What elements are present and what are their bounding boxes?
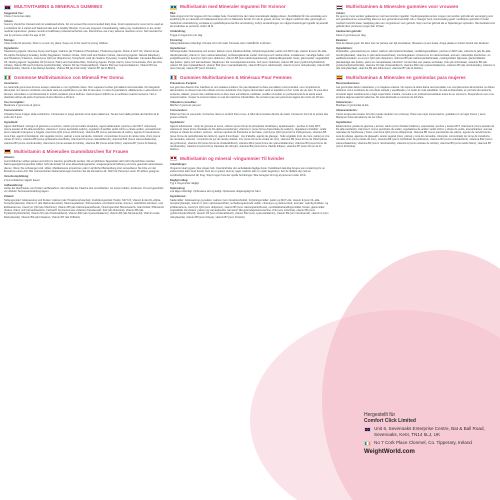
section-title-text: Multivitamin & Mineralien Gummibärchen für Frauen <box>14 148 129 154</box>
paragraph-heading: Ingredientes: <box>336 121 353 125</box>
paragraph-text: Chiudere bene il tappo della confezione. Conservare in luogo asciutto ed al riparo dalla luce. Tenere fuori dalla portata dei bambini al di sotto dei 3 anni. <box>4 112 159 120</box>
section-nl <box>336 4 496 71</box>
paragraph-heading: Bewaren: <box>336 38 348 42</box>
paragraph-text: Gelé-vingummin bör tuggas och inte sväljas hela. Överskrid inte den rekommenderade dagliga dosen. Kosttillskott får inte användas som ersättning för en varierad och balanserad kost och en hälsosam livsstil. Om du är gravid, ammar, tar några mediciner eller genomgår en medicinsk undersökning, kontakta en sjukvårdspersonal före användning. Avbryt användningen om några biverkningar uppstår. Ej avsedd att användas av personer under 18 år. <box>170 14 328 29</box>
ie-address: No 7 Cork Place Clonmel, Co. Tipperary, Ireland <box>374 440 472 446</box>
paragraph-text: Gummibärchen sollten gekaut und nicht im Ganzen geschluckt werden. Die empfohlene Tagesdosis darf nicht überschritten werden. Nahrungsergänzungsmittel sollten nicht als Ersatz für eine abwechslungsreiche, ausgewogene Ernährung und eine gesunde Lebensweise dienen. Wenn Sie schwanger sind, stillen, Medikamente einnehmen oder in ärztlicher Behandlung sind, konsultieren Sie bitte vor der Einnahme einen Arzt. Bei unerwünschten Nebenwirkungen brechen Sie die Einnahme ab. Nicht für Personen unter 18 Jahren geeignet. <box>4 159 163 174</box>
paragraph-heading: Utilisation conseillée: <box>170 100 197 104</box>
section-title-text: MULTIVITAMINS & MINERALS GUMMIES <box>14 4 103 9</box>
paragraph-heading: Recomendaciones: <box>336 82 360 86</box>
paragraph-heading: Anbefalinger: <box>170 163 187 167</box>
section-paragraph <box>336 39 496 46</box>
paragraph-text: Chew 2 Gummies daily. <box>4 14 32 18</box>
paragraph-heading: Ingredienser: <box>170 195 187 199</box>
paragraph-heading: Aanbevolen gebruik: <box>336 30 362 34</box>
section-title-text: Multivitamin med Mineraler Ingummi för Kvinnor <box>180 4 286 9</box>
paragraph-text: Sweetening Agents: Glucose Syrup and Sugar, Calcium (as Tricalcium Phosphate), Thickening Agents: Pectin & HCT Oil, Vitamin E (as DL-Alpha-Tocopheryl Acetate), Acidity Regulators: Sodium Citrate, Citric Acid and Sodium Citrate, Flavouring Agents: Natural Raspberry and Strawberry Flavours, Coenzyme Q10 (as Ubiquinone), Tocopherol, Acid (as Sodium Pyruvate), Coating Materials: Carnauba Beeswax Oil, Glazing Agents: Vegetable Oil (Coconut, Palm) and Carnauba Wax, Colouring Agents: Purple Carrot, Juice Concentrate, Zinc (as Zinc Citrate), Vitamin B6 (as Pyridoxine Hydrochloride), Vitamin D3 (as Cholecalciferol), Vitamin B12 (as Cyanocobalamin), Vitamin B3 (as Nicotinamide), Vitamin A (as Retinyl Acetate), Vitamin B9 (as Folic Acid), Vitamin B7 (as D-Biotin). <box>4 50 163 71</box>
paragraph-text: Agents édulcorants : sirop de glucose et sucre, calcium (sous forme de phosphate tricalcique), épaississants : pectine et huile MCT, vitamine E (sous forme d'acétate de DL-alpha-tocophéryle), vitamine C (sous forme d'ascorbate de sodium), régulateurs d'acidité : acide citrique et citrate de sodium, arômes : arômes naturels de framboise et de fraise, coenzyme Q10 (sous forme d'ubiquinone), vitamine B5 (sous forme de pantothénate de calcium), agent d'enrobage : cire d'abeille, agents de glaçage : huile végétale (noix de coco, palme) et cire de carnauba, colorant : concentré de jus de carotte violette, zinc (sous forme de citrate de zinc), vitamine B6 (sous forme de chlorhydrate de pyridoxine), vitamine D3 (sous forme de cholécalciférol), vitamine B12 (sous forme de cyanocobalamine), vitamine B3 (sous forme de nicotinamide), vitamine A (sous forme d'acétate de rétinyle), vitamine B9 (sous forme d'acide folique), vitamine B7 (sous forme de D-biotine). <box>170 124 330 152</box>
paragraph-heading: Råd: <box>170 11 176 15</box>
paragraph-heading: Hinweis: <box>4 156 15 160</box>
paragraph-text: Stäng flasklocket ordentligt. Förvara torrt och svalt. Förvaras utom räckhåll för små barn. <box>170 41 272 45</box>
paragraph-text: Masticare 2 gommose al giorno. <box>4 104 41 108</box>
section-paragraph <box>4 101 164 108</box>
section-paragraph <box>170 47 330 71</box>
paragraph-heading: Avvertenze: <box>4 82 19 86</box>
paragraph-text: Cierre la tapa del envase. El color puede cambiar con el tiempo. Para una mejor conservación, guárdelo en un lugar fresco y seco. Mantener fuera del alcance de los niños. <box>336 112 487 120</box>
section-paragraph <box>336 30 496 37</box>
paragraph-heading: Opbevaring: <box>170 186 186 190</box>
paragraph-text: Edulcorantes: jarabe de glucosa y azúcar, calcio (como fosfato tricálcico), espesantes: pectina y aceite MCT, vitamina E (como acetato de DL-alfa-tocoferilo), vitamina C (como ascorbato de sodio), reguladores de acidez: ácido cítrico y citrato de sodio, aromatizantes: aromas naturales de frambuesa y fresa, coenzima Q10 (como ubiquinona), vitamina B5 (como pantotenato de calcio), agente de recubrimiento: cera de abejas, agentes de glaseado: aceite vegetal (coco, palma) y cera de carnauba, colorante: concentrado de zumo de zanahoria morada, zinc (como citrato de zinc), vitamina B6 (como clorhidrato de piridoxina), vitamina D3 (como colecalciferol), vitamina B12 (como cianocobalamina), vitamina B3 (como nicotinamida), vitamina A (como acetato de retinilo), vitamina B9 (como ácido fólico), vitamina B7 (como D-biotina). <box>336 124 495 148</box>
se-flag-icon <box>170 5 177 10</box>
paragraph-text: De gummy moet worden gekauwd en niet heel worden ingeslikt. Voedingssupplementen mogen niet worden gebruikt als vervanging voor een gevarieerd en evenwichtig dieet en een gezonde levensstijl. Als u zwanger bent, borstvoeding geeft, medicijnen gebruikt of onder medisch toezicht staat, raadpleeg dan een zorgverlener voor gebruik. Stop met het gebruik als er bijwerkingen optreden. Niet bedoeld voor gebruik door personen jonger dan 18 jaar. <box>336 14 496 29</box>
section-paragraph <box>170 101 330 108</box>
paragraph-text: Gummy should be chewed and not swallowed whole. Do not exceed the recommended daily dose. Food supplements must not be used as a substitute for a varied and balanced diet and a healthy lifestyle. If you are pregnant, breastfeeding, taking any medications or are under medical supervision, please consult a healthcare professional before use. Discontinue use if any adverse reactions occur. Not intended for use by persons under the age of 18. <box>4 23 164 37</box>
paragraph-text: Tugga 2 vingummin per dag. <box>170 33 203 37</box>
section-paragraph <box>4 82 164 99</box>
section-paragraph <box>336 109 496 119</box>
section-title <box>336 4 496 10</box>
paragraph-text: Refermer bien le couvercle. Conserver dans un endroit frais et sec, à l'abri de la lumière directe du soleil. Conserver hors de la portée des jeunes enfants. <box>170 112 329 120</box>
paragraph-text: Zoetstoffen: glucosestroop en suiker, calcium (als tricalciumfosfaat), verdikkingsmiddelen: pectine en MCT-olie, vitamine E (als DL-alfa-tocoferylacetaat), vitamine C (als natriumascorbaat), zuurteregelaars: citroenzuur en natriumcitraat, aroma's: natuurlijke frambozen- en aardbeiensmaken, co-enzym Q10 (als ubiquinon), vitamine B5 (als calciumpantothenaat), coatingmiddel: bijenwas, glansmiddelen: plantaardige olie (kokos, palm) en carnaubawas, kleurstof: concentraat van paarse wortelsap, zink (als zinkcitraat), vitamine B6 (als pyridoxinehydrochloride), vitamine D3 (als cholecalciferol), vitamine B12 (als cyanocobalamine), vitamine B3 (als nicotinamide), vitamine A (als retinylacetaat), vitamine B9 (als foliumzuur), vitamine B7 (als D-biotine). <box>336 50 495 71</box>
section-title <box>4 149 164 155</box>
section-paragraph <box>170 121 330 152</box>
section-paragraph <box>170 39 330 46</box>
paragraph-text: Luk låget ordentligt. Opbevares tørt og køligt. Opbevares utilgængeligt for børn. <box>170 190 262 194</box>
section-de <box>4 149 164 219</box>
section-paragraph <box>4 39 164 46</box>
uk-flag-icon <box>4 5 11 10</box>
paragraph-heading: Dagligt indtag: <box>170 178 189 182</box>
paragraph-heading: Användning: <box>170 30 186 34</box>
paragraph-heading: Storage: <box>4 38 15 42</box>
section-title <box>4 4 164 10</box>
paragraph-heading: Conservazione: <box>4 109 24 113</box>
paragraph-heading: Förvaring: <box>170 38 183 42</box>
paragraph-heading: Ingredients: <box>4 46 19 50</box>
section-paragraph <box>170 163 330 177</box>
section-paragraph <box>170 109 330 119</box>
section-title-text: Multivitaminas & Minerales en gominolas para mujeres <box>346 74 466 80</box>
section-paragraph <box>170 12 330 29</box>
section-se <box>170 4 330 71</box>
paragraph-text: Le caramelle gommose devono essere masticate e non inghiottite intere. Non superare la dose giornaliera raccomandata. Gli integratori alimentari non devono sostituire una dieta varia ed equilibrata e uno stile di vita sano. In caso di gravidanza, allattamento o assunzione di farmaci, consultare un professionista in ambito sanitario prima dell'uso. Interrompere l'utilizzo se si verificano reazioni avverse. Non è destinato all'uso da parte di persone di età inferiore a 18 anni. <box>4 85 162 99</box>
section-title-text: Multivitaminen & Mineralen gummies voor vrouwen <box>346 4 459 9</box>
paragraph-text: Agenti dolcificanti: sciroppo di glucosio e zucchero, calcio (come fosfato tricalcico), agenti addensanti: pectina e olio MCT, vitamina E (come acetato di DL-alfa-tocoferile), vitamina C (come ascorbato sodico), regolatori di acidità: acido citrico e citrato sodico, aromatizzanti: aromi naturali di lampone e fragola, coenzima Q10 (come ubichinone), vitamina B5 (come pantotenato di calcio), agente di rivestimento: cera d'api, agenti di lucidatura: olio vegetale (cocco, palma) e cera carnauba, coloranti: concentrato di succo di carota viola, zinco (come citrato di zinco), vitamina B6 (come piridossina cloridrato), vitamina D3 (come colecalciferolo), vitamina B12 (come cianocobalamina), vitamina B3 (come nicotinamide), vitamina A (come acetato di retinile), vitamina B9 (come acido folico), vitamina B7 (come D-biotina). <box>4 124 162 145</box>
section-paragraph <box>336 121 496 148</box>
paragraph-heading: Advies: <box>336 11 346 15</box>
nl-flag-icon <box>336 5 343 10</box>
section-title-text: Gummies Multivitamines & Minéraux Pour Femmes <box>180 74 292 80</box>
paragraph-heading: Advice: <box>4 19 14 23</box>
uk-address-row <box>364 426 494 438</box>
section-paragraph <box>4 195 164 219</box>
section-paragraph <box>4 47 164 71</box>
section-title-text: Multivitamin og mineral -vingummier Til kvinder <box>180 155 285 161</box>
paragraph-text: Tyg 2 vingummier dagligt. <box>170 181 200 185</box>
manufacturer-name: Comfort Click Limited <box>364 418 416 425</box>
section-paragraph <box>170 179 330 186</box>
paragraph-heading: Précautions d'emploi: <box>170 82 197 86</box>
manufacturer-heading: Hergestellt für <box>364 412 396 418</box>
section-paragraph <box>336 47 496 71</box>
paragraph-text: Las gominolas deben masticarse y no tragarse enteras. No supere la dosis diaria recomendada. Los complementos alimenticios no deben utilizarse como sustitutos de una dieta variada y equilibrada y un estilo de vida saludable. Si está embarazada, en período de lactancia, tomando algún medicamento o bajo supervisión médica, consulte a un profesional sanitario antes de su consumo. Suspenda su uso si se produce alguna reacción adversa. No está destinado a menores de 18 años. <box>336 85 495 99</box>
section-dk <box>170 156 330 219</box>
paragraph-heading: Ingredienti: <box>4 121 19 125</box>
section-title <box>4 75 164 81</box>
dk-flag-icon <box>170 156 177 161</box>
paragraph-text: Vingummi skal tygges, ikke sluges helt. Overskrid ikke den anbefalede daglige dosis. Kosttilskud skal ikke bruges som erstatning for en varieret kost eller sund livsstil. Hvis du er gravid, ammer, tager medicin eller er under lægetilsyn, bør du rådføre dig med en sundhedsprofessionel før brug. Stop brugen hvis der opstår bivirkninger. Ikke beregnet til brug af personer under 18 år. <box>170 166 326 177</box>
paragraph-heading: Ingrédients: <box>170 121 185 125</box>
paragraph-heading: Uso Consigliato: <box>4 100 25 104</box>
section-paragraph <box>4 20 164 37</box>
section-paragraph <box>4 121 164 145</box>
section-paragraph <box>336 101 496 108</box>
section-paragraph <box>170 82 330 99</box>
section-paragraph <box>4 156 164 173</box>
paragraph-heading: Aufbewahrung: <box>4 183 24 187</box>
column-middle <box>170 4 330 223</box>
es-flag-icon <box>336 75 343 80</box>
uk-flag-icon <box>364 427 371 432</box>
ireland-flag-icon <box>364 441 371 446</box>
paragraph-text: Mâcher 2 gommes par jour. <box>170 104 202 108</box>
section-paragraph <box>4 109 164 119</box>
paragraph-text: Kauw 2 gummies per dag. <box>336 33 367 37</box>
column-left <box>4 4 164 223</box>
section-it <box>4 75 164 145</box>
paragraph-heading: Zutaten: <box>4 195 15 199</box>
section-title <box>170 156 330 162</box>
paragraph-text: Sødemidler: Glukosesirup og sukker, calcium (som tricalciumfosfat), fortykningsmidler: pektin og MCT-olie, vitamin E (som DL-alfa-tocopherylacetat), vitamin C (som natriumascorbat), surhedsregulerende midler: citronsyre og natriumcitrat, aromaer: naturlig hindbær- og jordbæraroma, coenzym Q10 (som ubiquinon), vitamin B5 (som calciumpantothenat), overfladebehandlingsmiddel: bivoks, glansmidler: vegetabilsk olie (kokos, palme) og carnaubavoks, farvestof: lilla gulerodsjuicekoncentrat, zink (som zinkcitrat), vitamin B6 (som pyridoxinhydrochlorid), vitamin D3 (som cholecalciferol), vitamin B12 (som cyanocobalamin), vitamin B3 (som nicotinamid), vitamin A (som retinylacetat), vitamin B9 (som folsyre), vitamin B7 (som D-biotin). <box>170 198 329 219</box>
paragraph-text: Außer der Reichweite von Kindern aufbewahren. Den Deckel der Flasche fest verschließen. An einem kühlen, trockenen Ort und geschützt vor direkter Sonneneinstrahlung lagern. <box>4 186 164 194</box>
section-paragraph <box>170 187 330 194</box>
section-fr <box>170 75 330 152</box>
paragraph-text: Les gommes doivent être mâchées et non avalées entières. Ne pas dépasser la dose journalière recommandée. Les compléments alimentaires ne doivent pas être utilisés comme substituts d'un régime alimentaire varié et équilibré et d'un mode de vie sain. Si vous êtes enceinte, allaitez, prenez des médicaments ou êtes sous surveillance médicale, veuillez consulter un professionnel de la santé avant consommation. Cesser la consommation en cas de réactions indésirables. Ne convient pas aux personnes âgées de moins de 18 ans. <box>170 85 328 99</box>
paragraph-heading: Indicaciones: <box>336 100 353 104</box>
section-paragraph <box>4 184 164 194</box>
paragraph-heading: Verzehrempfehlung: <box>4 175 29 179</box>
paragraph-text: Süßungsmittel: Glukosesirup und Zucker, Calcium (als Tricalciumphosphat), Verdickungsmittel: Pektin, MCT-Öl, Vitamin E (als DL-Alpha-Tocopherylacetat), Vitamin C (als Natriumascorbat), Säureregulatoren: Zitronensäure und Natriumcitrat, Aromen: natürliches Himbeer- und Erdbeeraroma, Coenzym Q10 (als Ubichinon), Vitamin B5 (als Calciumpantothenat), Überzugsmittel: Bienenwachs, Glanzmittel: Pflanzenöl (Kokos, Palm) und Carnaubawachs, Farbstoff: Konzentrat aus violettem Karottensaft, Zink (als Zinkcitrat), Vitamin B6 (als Pyridoxinhydrochlorid), Vitamin D3 (als Cholecalciferol), Vitamin B12 (als Cyanocobalamin), Vitamin B3 (als Nicotinamid), Vitamin A (als Retinylacetat), Vitamin B9 (als Folsäure), Vitamin B7 (als D-Biotin). <box>4 198 164 219</box>
section-title <box>336 75 496 81</box>
paragraph-text: Sluit de deksel goed. De kleur kan na verloop van tijd veranderen. Bewaren op een koele, droge plaats en buiten bereik van kinderen. <box>336 41 490 45</box>
paragraph-text: Mastique 2 gominolas al día. <box>336 104 370 108</box>
paragraph-heading: Almacenamiento: <box>336 109 358 113</box>
section-paragraph <box>336 82 496 99</box>
paragraph-heading: Conservation: <box>170 109 188 113</box>
section-es <box>336 75 496 149</box>
section-paragraph <box>4 12 164 19</box>
de-flag-icon <box>4 149 11 154</box>
brand-website: WeightWorld.com <box>364 449 415 456</box>
section-paragraph <box>170 195 330 219</box>
column-right <box>336 4 496 152</box>
fr-flag-icon <box>170 75 177 80</box>
paragraph-heading: Suggested Use: <box>4 11 24 15</box>
section-en <box>4 4 164 71</box>
ie-address-row <box>364 440 494 446</box>
paragraph-heading: Ingrediënten: <box>336 46 353 50</box>
uk-address: Unit 6, Sevenoaks Enterprise Centre, Bat & Ball Road, Sevenoaks, Kent, TN14 5LJ, UK <box>374 426 485 438</box>
paragraph-text: Close bottle lid securely. Store in a cool, dry place. Keep out of the reach of young children. <box>4 41 109 45</box>
paragraph-heading: Ingredienser: <box>170 46 187 50</box>
section-title <box>170 4 330 10</box>
section-paragraph <box>170 30 330 37</box>
paragraph-text: 2 Gummibärchen täglich kauen. <box>4 178 41 182</box>
section-paragraph <box>4 175 164 182</box>
section-title <box>170 75 330 81</box>
section-paragraph <box>336 12 496 29</box>
paragraph-text: Sötningsmedel: Glukossirap och socker, kalcium (som trikalciumfosfat), förtjockningsmedel: pektin och MCT-olja, vitamin E (som DL-alfa-tokoferylacetat), vitamin C (som natriumaskorbat), surhetsreglerande medel: citronsyra och natriumcitrat, smakämnen: naturliga hallon- och jordgubbsaromer, koenzym Q10 (som ubikinon), vitamin B5 (som kalciumpantotenat), ytbehandlingsmedel: bivax, glansmedel: vegetabilisk olja (kokos, palm) och karnaubavax, färgämnen: lila morotsjuicekoncentrat, zink (som zinkcitrat), vitamin B6 (som pyridoxinhydroklorid), vitamin D3 (som kolekalciferol), vitamin B12 (som cyanokobalamin), vitamin B3 (som nikotinamid), vitamin A (som retinylacetat), vitamin B9 (som folsyra), vitamin B7 (som D-biotin). <box>170 50 330 71</box>
manufacturer-block <box>364 412 494 455</box>
section-title-text: Gommose Multivitaminico con Minerali Per Donna <box>14 74 124 80</box>
it-flag-icon <box>4 75 11 80</box>
